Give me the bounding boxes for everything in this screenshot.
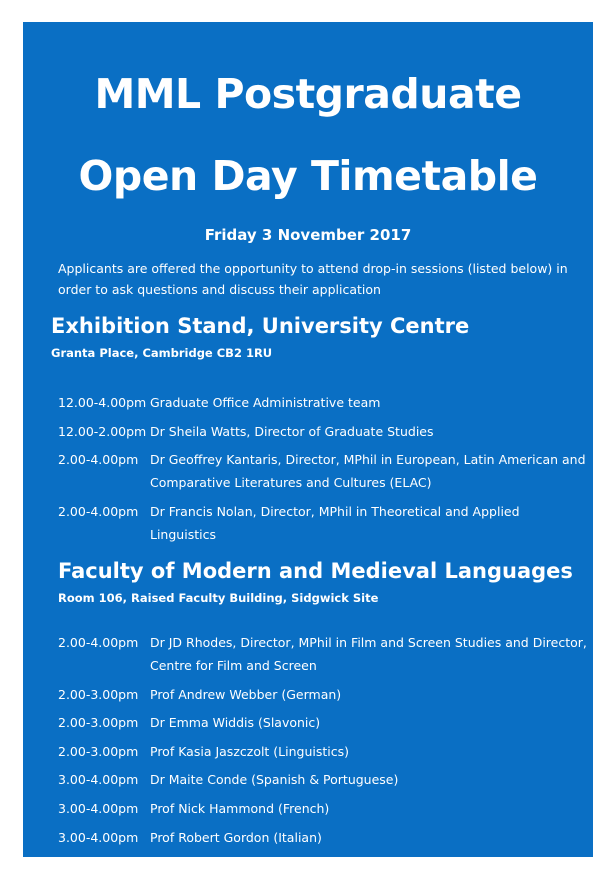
session-description: Prof Robert Gordon (Italian)	[150, 829, 322, 845]
session-description: Graduate Office Administrative team	[150, 395, 381, 410]
session-description: Prof Andrew Webber (German)	[150, 686, 342, 702]
session-row	[58, 420, 588, 443]
timetable-poster	[23, 22, 593, 857]
event-date: Friday 3 November 2017	[204, 226, 412, 244]
section-location-faculty-mml: Room 106, Raised Faculty Building, Sidgwick Site	[58, 591, 379, 605]
session-row	[58, 826, 588, 849]
session-row	[58, 683, 588, 706]
session-time: 12.00-2.00pm	[58, 423, 147, 439]
session-list-exhibition-stand	[58, 391, 588, 551]
session-row	[58, 768, 588, 791]
session-time: 3.00-4.00pm	[58, 800, 139, 816]
session-row	[58, 391, 588, 414]
session-description: Prof Nick Hammond (French)	[150, 800, 330, 816]
session-time: 2.00-3.00pm	[58, 686, 139, 702]
intro-text: Applicants are offered the opportunity to attend drop-in sessions (listed below) in order to ask questions and discuss their application	[58, 261, 568, 297]
section-location-exhibition-stand: Granta Place, Cambridge CB2 1RU	[51, 346, 273, 360]
session-time: 3.00-4.00pm	[58, 772, 139, 788]
session-list-faculty-mml	[58, 631, 588, 854]
session-time: 2.00-4.00pm	[58, 503, 139, 519]
session-description: Dr Maite Conde (Spanish & Portuguese)	[150, 772, 399, 788]
session-description: Dr Emma Widdis (Slavonic)	[150, 715, 321, 731]
session-row	[58, 797, 588, 820]
session-description: Dr Francis Nolan, Director, MPhil in Theoretical and Applied Linguistics	[150, 503, 520, 542]
session-time: 3.00-4.00pm	[58, 829, 139, 845]
session-time: 2.00-4.00pm	[58, 452, 139, 468]
session-row	[58, 500, 588, 546]
session-description: Dr Geoffrey Kantaris, Director, MPhil in European, Latin American and Comparative Literatures and Cultures (ELAC)	[150, 452, 586, 491]
poster-title-line-2: Open Day Timetable	[78, 152, 538, 200]
session-description: Dr JD Rhodes, Director, MPhil in Film and Screen Studies and Director, Centre for Film and Screen	[150, 635, 587, 673]
session-description: Prof Kasia Jaszczolt (Linguistics)	[150, 743, 350, 759]
section-title-faculty-mml: Faculty of Modern and Medieval Languages	[58, 559, 573, 583]
poster-title-line-1: MML Postgraduate	[94, 70, 522, 118]
session-row	[58, 711, 588, 734]
session-row	[58, 448, 588, 494]
session-time: 2.00-3.00pm	[58, 715, 139, 731]
session-row	[58, 740, 588, 763]
section-title-exhibition-stand: Exhibition Stand, University Centre	[51, 314, 470, 338]
session-time: 2.00-4.00pm	[58, 635, 139, 650]
session-time: 2.00-3.00pm	[58, 743, 139, 759]
session-time: 12.00-4.00pm	[58, 395, 147, 410]
session-description: Dr Sheila Watts, Director of Graduate Studies	[150, 423, 434, 439]
session-row	[58, 631, 588, 677]
